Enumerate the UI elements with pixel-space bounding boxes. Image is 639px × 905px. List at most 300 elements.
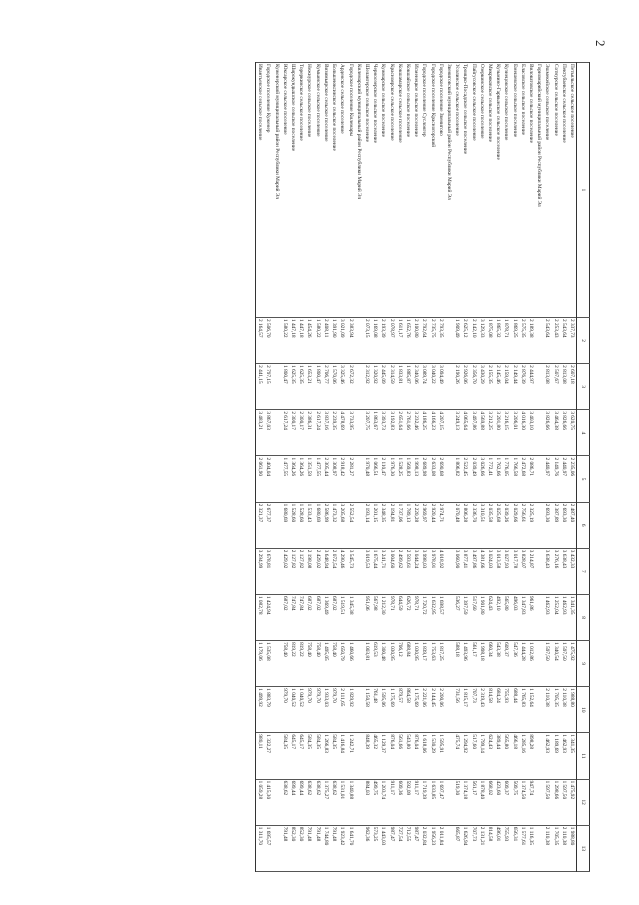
value-cell: 687,02 (314, 594, 322, 640)
value-cell: 1 869,25 (510, 318, 518, 364)
value-cell: 3 325,46 (338, 364, 346, 410)
value-cell: 1 473,32 (330, 502, 338, 548)
value-cell: 4 478,69 (338, 410, 346, 456)
value-cell: 668,02 (486, 779, 494, 825)
value-cell: 2 032,84 (420, 825, 428, 871)
value-cell: 2 386,31 (305, 410, 313, 456)
row-name-cell: Тореркинское сельское поселение (297, 63, 305, 318)
value-cell: 876,04 (412, 733, 420, 779)
row-name-cell: Шелангерское сельское поселение (363, 63, 371, 318)
row-name-cell: Еласовское сельское поселение (519, 63, 527, 318)
value-cell: 2 155,35 (486, 364, 494, 410)
value-cell: 465,32 (371, 733, 379, 779)
value-cell: 707,73 (469, 687, 477, 733)
value-cell: 1 885,87 (404, 364, 412, 410)
value-cell: 3 201,80 (494, 410, 502, 456)
value-cell: 1 633,85 (428, 779, 436, 825)
value-cell: 1 415,30 (264, 779, 272, 825)
row-name-cell: Городское поселение Килемары (346, 63, 354, 318)
value-cell: 2 149,76 (551, 456, 559, 502)
value-cell: 2 300,17 (289, 410, 297, 456)
value-cell: 2 607,18 (568, 364, 577, 410)
value-cell: 687,02 (305, 594, 313, 640)
value-cell: 1 347,83 (519, 594, 527, 640)
column-header-6: 6 (577, 502, 590, 548)
value-cell: 747,84 (297, 594, 305, 640)
value-cell: 791,48 (314, 825, 322, 871)
value-cell (355, 687, 363, 733)
value-cell: 1 391,90 (330, 318, 338, 364)
value-cell: 3 294,99 (256, 548, 265, 594)
value-cell: 475,74 (453, 733, 461, 779)
table-row (551, 63, 559, 872)
value-cell: 2 507,67 (551, 364, 559, 410)
value-cell: 1 800,47 (314, 364, 322, 410)
value-cell: 2 337,73 (568, 318, 577, 364)
value-cell (445, 594, 453, 640)
value-cell: 1 611,17 (396, 318, 404, 364)
value-cell: 624,43 (486, 733, 494, 779)
value-cell: 2 035,58 (486, 502, 494, 548)
row-name-cell: Виловатовское сельское поселение (527, 63, 535, 318)
value-cell (445, 825, 453, 871)
value-cell: 3 620,75 (568, 410, 577, 456)
value-cell: 1 179,06 (256, 641, 265, 687)
value-cell: 1 364,26 (297, 456, 305, 502)
table-row (453, 63, 461, 872)
value-cell: 609,37 (502, 779, 510, 825)
value-cell: 3 026,66 (478, 456, 486, 502)
value-cell: 3 403,10 (527, 410, 535, 456)
value-cell: 1 150,58 (363, 687, 371, 733)
value-cell: 1 462,93 (543, 594, 551, 640)
value-cell: 2 061,90 (256, 456, 265, 502)
value-cell: 1 129,37 (379, 733, 387, 779)
value-cell: 3 826,66 (560, 410, 568, 456)
value-cell: 2 144,45 (428, 687, 436, 733)
row-name-cell: Пайгусовское сельское поселение (469, 63, 477, 318)
value-cell: 1 875,08 (486, 318, 494, 364)
value-cell: 2 078,97 (387, 318, 395, 364)
value-cell: 1 447,18 (297, 318, 305, 364)
value-cell: 2 190,26 (453, 364, 461, 410)
value-cell: 848,39 (363, 733, 371, 779)
value-cell: 619,53 (371, 641, 379, 687)
row-name-cell: Троицко-Посадское сельское поселение (461, 63, 469, 318)
table-row (543, 63, 551, 872)
value-cell (535, 364, 543, 410)
value-cell: 980,11 (256, 733, 265, 779)
value-cell: 2 806,28 (461, 502, 469, 548)
value-cell: 3 733,95 (346, 410, 354, 456)
table-row (363, 63, 371, 872)
value-cell: 2 325,19 (527, 502, 535, 548)
value-cell: 2 189,38 (527, 318, 535, 364)
table-row (330, 63, 338, 872)
value-cell (272, 594, 280, 640)
value-cell: 2 876,39 (519, 364, 527, 410)
value-cell: 852,30 (289, 825, 297, 871)
value-cell: 1 416,84 (338, 733, 346, 779)
value-cell: 1 475,92 (568, 779, 577, 825)
value-cell: 3 638,43 (560, 548, 568, 594)
value-cell: 1 528,60 (297, 502, 305, 548)
value-cell: 3 678,81 (264, 548, 272, 594)
value-cell: 2 543,64 (560, 318, 568, 364)
value-cell: 3 044,24 (412, 548, 420, 594)
value-cell: 2 793,35 (437, 318, 445, 364)
value-cell: 536,27 (453, 594, 461, 640)
value-cell (445, 641, 453, 687)
value-cell (535, 548, 543, 594)
row-name-cell: Широкундышское сельское поселение (289, 63, 297, 318)
value-cell: 1 695,57 (264, 825, 272, 871)
row-name-cell: Микряковское сельское поселение (486, 63, 494, 318)
value-cell: 2 543,64 (543, 318, 551, 364)
value-cell: 758,40 (281, 641, 289, 687)
value-cell: 2 429,02 (314, 548, 322, 594)
value-cell: 1 519,51 (338, 594, 346, 640)
value-cell: 727,54 (396, 825, 404, 871)
table-group-row (355, 63, 363, 872)
value-cell: 626,72 (404, 594, 412, 640)
value-cell: 3 024,03 (486, 548, 494, 594)
value-cell: 1 175,69 (387, 687, 395, 733)
value-cell: 543,38 (494, 641, 502, 687)
value-cell: 1 806,82 (453, 456, 461, 502)
tariff-table (255, 62, 590, 872)
value-cell: 2 253,43 (551, 318, 559, 364)
value-cell: 1 697,47 (437, 779, 445, 825)
value-cell: 2 813,08 (560, 364, 568, 410)
value-cell: 1 040,52 (289, 687, 297, 733)
value-cell: 2 920,44 (428, 502, 436, 548)
value-cell: 1 878,40 (478, 779, 486, 825)
value-cell: 1 720,72 (420, 594, 428, 640)
row-name-cell: Юксарское сельское поселение (281, 63, 289, 318)
value-cell: 584,35 (330, 733, 338, 779)
value-cell: 814,58 (486, 825, 494, 871)
column-header-1: 1 (577, 63, 590, 318)
value-cell: 987,47 (387, 825, 395, 871)
value-cell: 1 535,08 (264, 641, 272, 687)
value-cell: 3 021,09 (338, 318, 346, 364)
value-cell: 1 839,17 (420, 641, 428, 687)
row-name-cell: Куженерский муниципальный район Республики Марий Эл (272, 63, 280, 318)
value-cell (535, 641, 543, 687)
value-cell: 1 495,05 (322, 641, 330, 687)
value-cell: 2 408,11 (322, 318, 330, 364)
value-cell: 962,36 (363, 825, 371, 871)
value-cell: 755,93 (502, 687, 510, 733)
column-header-9: 9 (577, 641, 590, 687)
value-cell: 819,22 (289, 641, 297, 687)
value-cell: 699,44 (289, 779, 297, 825)
value-cell (535, 318, 543, 364)
value-cell: 1 753,63 (428, 641, 436, 687)
value-cell: 2 142,10 (469, 318, 477, 364)
value-cell: 2 617,24 (281, 410, 289, 456)
row-name-cell: Кокшамарское сельское поселение (396, 63, 404, 318)
value-cell: 1 030,95 (387, 641, 395, 687)
value-cell: 2 281,27 (346, 456, 354, 502)
value-cell: 3 648,94 (322, 548, 330, 594)
row-name-cell: Эшмекейское сельское поселение (543, 63, 551, 318)
value-cell: 588,18 (453, 641, 461, 687)
value-cell: 1 311,70 (256, 825, 265, 871)
value-cell: 496,01 (494, 825, 502, 871)
row-name-cell: Кузнецовское сельское поселение (502, 63, 510, 318)
value-cell: 758,40 (305, 641, 313, 687)
value-cell: 2 633,08 (428, 456, 436, 502)
value-cell: 2 387,89 (551, 502, 559, 548)
value-cell: 2 100,80 (412, 318, 420, 364)
row-name-cell: Красноярское сельское поселение (387, 63, 395, 318)
value-cell: 961,86 (527, 594, 535, 640)
value-cell: 2 235,06 (568, 456, 577, 502)
value-cell: 3 497,86 (469, 548, 477, 594)
value-cell: 2 039,26 (502, 502, 510, 548)
value-cell: 1 340,54 (551, 641, 559, 687)
value-cell: 1 528,25 (396, 456, 404, 502)
value-cell: 2 918,42 (338, 456, 346, 502)
value-cell: 2 445,09 (379, 364, 387, 410)
table-row (420, 63, 428, 872)
value-cell: 2 444,97 (527, 364, 535, 410)
value-cell: 688,84 (404, 641, 412, 687)
value-cell: 1 201,15 (371, 502, 379, 548)
table-row (387, 63, 395, 872)
rotated-table-container (60, 62, 590, 872)
value-cell: 1 998,18 (478, 641, 486, 687)
value-cell: 987,47 (412, 825, 420, 871)
value-cell (272, 318, 280, 364)
table-row (494, 63, 502, 872)
value-cell: 2 487,40 (568, 502, 577, 548)
value-cell: 879,57 (396, 687, 404, 733)
value-cell: 979,70 (330, 687, 338, 733)
value-cell: 656,31 (510, 825, 518, 871)
value-cell: 852,30 (297, 825, 305, 871)
column-header-8: 8 (577, 594, 590, 640)
row-name-cell: Большеюксинское сельское поселение (330, 63, 338, 318)
row-name-cell: Черноозерское сельское поселение (371, 63, 379, 318)
value-cell: 3 004,60 (387, 548, 395, 594)
value-cell: 565,80 (502, 733, 510, 779)
value-cell: 758,40 (314, 641, 322, 687)
value-cell: 1 776,05 (502, 456, 510, 502)
value-cell: 2 575,35 (519, 318, 527, 364)
value-cell: 1 883,79 (264, 687, 272, 733)
value-cell: 1 040,52 (297, 687, 305, 733)
value-cell: 492,10 (494, 594, 502, 640)
value-cell: 2 440,97 (560, 456, 568, 502)
value-cell: 4 381,66 (478, 548, 486, 594)
value-cell: 1 923,42 (338, 825, 346, 871)
value-cell: 2 193,14 (363, 502, 371, 548)
value-cell: 3 205,68 (338, 502, 346, 548)
value-cell: 2 200,06 (437, 687, 445, 733)
value-cell: 1 878,71 (502, 318, 510, 364)
value-cell: 2 617,24 (314, 410, 322, 456)
value-cell: 699,44 (297, 779, 305, 825)
table-row (461, 63, 469, 872)
value-cell: 2 383,94 (346, 318, 354, 364)
value-cell: 2 039,49 (469, 456, 477, 502)
table-row (568, 63, 577, 872)
value-cell: 898,28 (527, 733, 535, 779)
value-cell: 543,80 (404, 733, 412, 779)
value-cell: 1 242,71 (346, 733, 354, 779)
value-cell (272, 548, 280, 594)
value-cell: 978,71 (387, 594, 395, 640)
value-cell: 1 460,66 (346, 641, 354, 687)
value-cell: 3 638,43 (543, 548, 551, 594)
value-cell: 645,17 (289, 733, 297, 779)
value-cell: 1 829,92 (346, 687, 354, 733)
value-cell: 688,44 (510, 687, 518, 733)
value-cell: 2 792,64 (420, 318, 428, 364)
row-name-cell: Озеркинское сельское поселение (478, 63, 486, 318)
row-name-cell: Звениговский муниципальный район Республики Марий Эл (445, 63, 453, 318)
row-name-cell: Кузьмино-Гарвынское сельское поселение (494, 63, 502, 318)
value-cell (355, 779, 363, 825)
value-cell: 2 974,71 (437, 502, 445, 548)
value-cell: 3 483,21 (256, 410, 265, 456)
table-row (478, 63, 486, 872)
value-cell: 1 462,93 (560, 594, 568, 640)
value-cell: 864,58 (404, 687, 412, 733)
value-cell: 2 149,44 (510, 364, 518, 410)
value-cell: 3 432,33 (568, 548, 577, 594)
value-cell (535, 502, 543, 548)
value-cell: 1 789,13 (404, 502, 412, 548)
value-cell: 1 375,27 (322, 779, 330, 825)
value-cell: 1 175,69 (412, 687, 420, 733)
value-cell: 561,17 (469, 779, 477, 825)
value-cell: 1 901,80 (478, 594, 486, 640)
table-group-row (445, 63, 453, 872)
value-cell: 3 828,07 (519, 548, 527, 594)
value-cell (445, 364, 453, 410)
value-cell: 1 719,39 (420, 779, 428, 825)
value-cell: 4 016,30 (519, 410, 527, 456)
value-cell: 1 252,04 (551, 594, 559, 640)
column-header-11: 11 (577, 733, 590, 779)
value-cell: 1 203,74 (379, 779, 387, 825)
value-cell: 2 127,82 (297, 548, 305, 594)
value-cell: 1 345,38 (346, 594, 354, 640)
row-name-cell: Визимьярское сельское поселение (322, 63, 330, 318)
value-cell: 687,02 (281, 594, 289, 640)
value-cell (355, 456, 363, 502)
value-cell: 1 447,18 (289, 318, 297, 364)
table-row (297, 63, 305, 872)
value-cell: 3 978,01 (428, 548, 436, 594)
value-cell: 1 865,32 (494, 318, 502, 364)
value-cell: 1 675,44 (371, 548, 379, 594)
value-cell: 706,12 (396, 641, 404, 687)
value-cell: 3 129,33 (478, 318, 486, 364)
value-cell: 561,66 (396, 733, 404, 779)
value-cell: 1 462,93 (543, 733, 551, 779)
value-cell: 1 477,55 (314, 456, 322, 502)
value-cell: 2 110,38 (543, 825, 551, 871)
table-row (502, 63, 510, 872)
table-group-row (272, 63, 280, 872)
value-cell: 979,70 (281, 687, 289, 733)
value-cell: 1 341,35 (568, 733, 577, 779)
value-cell: 2 110,38 (560, 825, 568, 871)
value-cell: 1 988,80 (568, 825, 577, 871)
value-cell: 1 528,60 (289, 502, 297, 548)
table-row (264, 63, 272, 872)
value-cell (535, 687, 543, 733)
value-cell: 466,18 (510, 733, 518, 779)
value-cell: 2 404,04 (264, 456, 272, 502)
value-cell: 2 131,21 (478, 825, 486, 871)
value-cell: 3 545,73 (346, 548, 354, 594)
value-cell: 3 040,22 (428, 364, 436, 410)
value-cell: 2 164,57 (256, 318, 265, 364)
value-cell: 2 314,59 (387, 364, 395, 410)
value-cell: 2 221,06 (420, 687, 428, 733)
table-row (281, 63, 289, 872)
value-cell: 573,25 (371, 825, 379, 871)
value-cell: 1 424,94 (264, 594, 272, 640)
row-name-cell: Городское поселение Звенигово (437, 63, 445, 318)
value-cell: 1 597,50 (560, 779, 568, 825)
value-cell: 519,30 (453, 779, 461, 825)
row-name-cell: Городское поселение Красногорский (428, 63, 436, 318)
value-cell (535, 779, 543, 825)
table-row (404, 63, 412, 872)
value-cell: 1 082,78 (256, 594, 265, 640)
value-cell (272, 456, 280, 502)
row-name-cell: Петьяльское сельское поселение (568, 63, 577, 318)
value-cell: 2 110,38 (560, 687, 568, 733)
value-cell: 645,17 (297, 733, 305, 779)
value-cell: 638,62 (281, 779, 289, 825)
value-cell (355, 364, 363, 410)
value-cell: 1 762,66 (494, 456, 502, 502)
value-cell: 1 737,06 (396, 502, 404, 548)
value-cell: 2 440,97 (543, 456, 551, 502)
value-cell: 3 089,74 (420, 364, 428, 410)
value-cell: 1 970,48 (363, 456, 371, 502)
table-row (510, 63, 518, 872)
table-row (305, 63, 313, 872)
value-cell: 517,60 (469, 733, 477, 779)
table-row (314, 63, 322, 872)
table-row (437, 63, 445, 872)
column-header-4: 4 (577, 410, 590, 456)
value-cell: 2 969,97 (420, 502, 428, 548)
table-header-row (577, 63, 590, 872)
value-cell: 2 499,62 (396, 548, 404, 594)
value-cell: 3 017,78 (510, 548, 518, 594)
value-cell: 1 833,81 (396, 364, 404, 410)
value-cell (355, 502, 363, 548)
value-cell: 2 070,48 (453, 502, 461, 548)
value-cell: 3 192,83 (387, 410, 395, 456)
value-cell: 684,24 (494, 687, 502, 733)
value-cell: 951,06 (363, 594, 371, 640)
value-cell (355, 594, 363, 640)
row-name-cell: Ивантьевское сельское поселение (256, 63, 265, 318)
value-cell (445, 548, 453, 594)
value-cell: 1 863,67 (371, 410, 379, 456)
